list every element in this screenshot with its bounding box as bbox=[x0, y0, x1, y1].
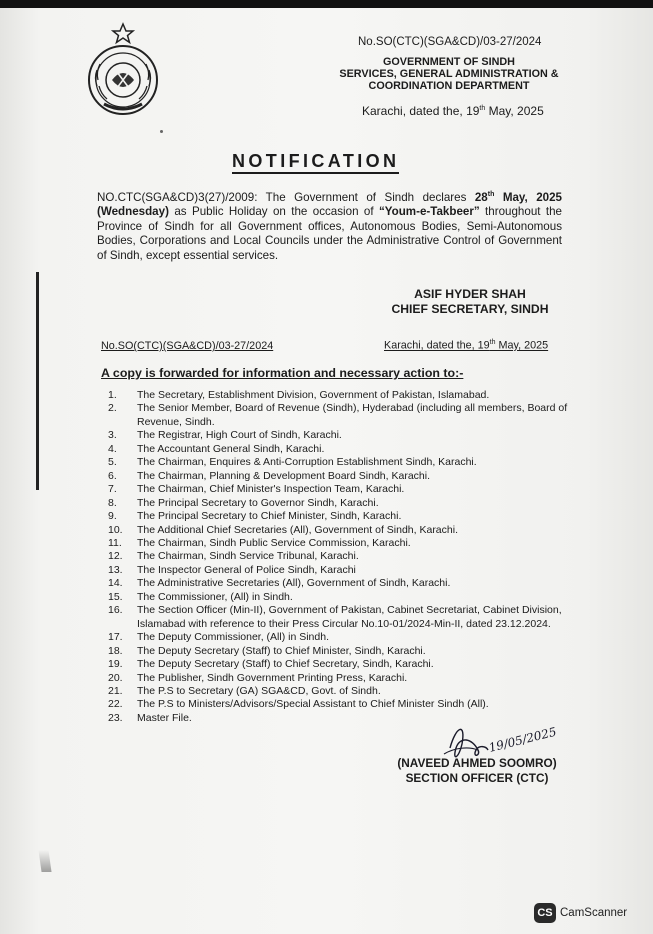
recipient-item bbox=[108, 497, 574, 510]
recipient-text: The P.S to Ministers/Advisors/Special Assistant to Chief Minister Sindh (All). bbox=[137, 698, 489, 711]
recipient-item bbox=[108, 550, 574, 563]
signatory-name: ASIF HYDER SHAH bbox=[414, 287, 526, 301]
recipient-text: The Publisher, Sindh Government Printing Press, Karachi. bbox=[137, 671, 408, 684]
recipient-item bbox=[108, 402, 574, 429]
recipient-text: The Registrar, High Court of Sindh, Karachi. bbox=[137, 429, 342, 442]
recipient-number: 19. bbox=[108, 658, 123, 671]
recipient-text: The Senior Member, Board of Revenue (Sindh), Hyderabad (including all members, Board of Revenue, Sindh. bbox=[137, 402, 568, 428]
recipient-item bbox=[108, 483, 574, 496]
recipient-item bbox=[108, 698, 574, 711]
recipient-item bbox=[108, 577, 574, 590]
forwarding-ref-number: No.SO(CTC)(SGA&CD)/03-27/2024 bbox=[101, 340, 274, 352]
recipient-text: The Accountant General Sindh, Karachi. bbox=[137, 442, 325, 455]
department-name-line2: COORDINATION DEPARTMENT bbox=[368, 80, 530, 92]
camscanner-label: CamScanner bbox=[560, 907, 628, 919]
body-text-1: NO.CTC(SGA&CD)3(27)/2009: The Government of Sindh declares bbox=[97, 190, 475, 204]
recipient-number: 12. bbox=[108, 550, 123, 563]
recipient-text: Master File. bbox=[137, 711, 192, 724]
recipient-number: 6. bbox=[108, 469, 117, 482]
government-name: GOVERNMENT OF SINDH bbox=[383, 56, 515, 68]
recipient-number: 11. bbox=[108, 536, 122, 549]
recipient-text: The Additional Chief Secretaries (All), Government of Sindh, Karachi. bbox=[137, 523, 458, 536]
recipient-number: 21. bbox=[108, 684, 123, 697]
recipient-item bbox=[108, 685, 574, 698]
header-date-suffix: May, 2025 bbox=[485, 104, 544, 118]
body-text-2: as Public Holiday on the occasion of bbox=[168, 205, 379, 219]
department-heading bbox=[334, 56, 564, 92]
signatory-title: CHIEF SECRETARY, SINDH bbox=[391, 302, 549, 316]
recipient-text: The Inspector General of Police Sindh, Karachi bbox=[137, 563, 356, 576]
header-ref-number: No.SO(CTC)(SGA&CD)/03-27/2024 bbox=[358, 36, 542, 48]
notification-body bbox=[97, 188, 562, 263]
recipient-item bbox=[108, 658, 574, 671]
recipient-item bbox=[108, 604, 574, 631]
recipient-item bbox=[108, 672, 574, 685]
recipient-text: The P.S to Secretary (GA) SGA&CD, Govt. of Sindh. bbox=[137, 684, 381, 697]
recipient-item bbox=[108, 591, 574, 604]
recipient-number: 18. bbox=[108, 644, 123, 657]
page-edge-mark bbox=[36, 272, 39, 490]
camscanner-watermark bbox=[534, 903, 627, 923]
fwd-date-sup: th bbox=[489, 339, 496, 346]
handwritten-date: 19/05/2025 bbox=[487, 724, 558, 755]
body-text-3: throughout the Province of Sindh for all Government offices, Autonomous Bodies, Semi-Autonomous Bodies, Corporations and Local Councils under the Administrative Control of Government of Sindh, except essential services. bbox=[97, 205, 562, 262]
recipient-number: 7. bbox=[108, 483, 117, 496]
recipient-text: The Chairman, Enquires & Anti-Corruption Establishment Sindh, Karachi. bbox=[137, 456, 477, 469]
occasion-name: “Youm-e-Takbeer” bbox=[378, 205, 480, 219]
forwarding-heading: A copy is forwarded for information and necessary action to:- bbox=[101, 366, 464, 380]
recipient-number: 20. bbox=[108, 671, 123, 684]
top-edge bbox=[0, 0, 653, 8]
recipient-text: The Commissioner, (All) in Sindh. bbox=[137, 590, 293, 603]
recipient-list bbox=[108, 389, 574, 725]
recipient-item bbox=[108, 443, 574, 456]
recipient-number: 9. bbox=[108, 510, 117, 523]
recipient-text: The Chairman, Planning & Development Board Sindh, Karachi. bbox=[137, 469, 430, 482]
holiday-date-sup: th bbox=[487, 191, 495, 198]
recipient-item bbox=[108, 537, 574, 550]
recipient-number: 16. bbox=[108, 604, 123, 617]
recipient-text: The Secretary, Establishment Division, Government of Pakistan, Islamabad. bbox=[137, 389, 490, 401]
recipient-item bbox=[108, 429, 574, 442]
fwd-date-prefix: Karachi, dated the, 19 bbox=[384, 339, 490, 352]
recipient-number: 14. bbox=[108, 577, 123, 590]
holiday-date-rest: May, 2025 (Wednesday) bbox=[97, 190, 562, 219]
recipient-text: The Administrative Secretaries (All), Government of Sindh, Karachi. bbox=[137, 577, 451, 590]
recipient-item bbox=[108, 564, 574, 577]
recipient-item bbox=[108, 524, 574, 537]
recipient-number: 1. bbox=[108, 389, 117, 401]
recipient-item bbox=[108, 510, 574, 523]
recipient-item bbox=[108, 645, 574, 658]
recipient-number: 22. bbox=[108, 698, 123, 711]
fwd-date-suffix: May, 2025 bbox=[495, 339, 549, 352]
officer-title: SECTION OFFICER (CTC) bbox=[405, 771, 549, 785]
chief-secretary-signature-block bbox=[384, 287, 556, 317]
recipient-number: 15. bbox=[108, 590, 123, 603]
recipient-number: 23. bbox=[108, 711, 123, 724]
recipient-text: The Deputy Secretary (Staff) to Chief Secretary, Sindh, Karachi. bbox=[137, 658, 434, 671]
section-officer-block bbox=[393, 756, 561, 786]
recipient-number: 3. bbox=[108, 429, 117, 442]
recipient-number: 2. bbox=[108, 402, 117, 415]
recipient-number: 5. bbox=[108, 456, 117, 469]
recipient-item bbox=[108, 470, 574, 483]
scan-speck bbox=[160, 130, 163, 133]
recipient-text: The Deputy Secretary (Staff) to Chief Minister, Sindh, Karachi. bbox=[137, 644, 426, 657]
recipient-item bbox=[108, 631, 574, 644]
recipient-text: The Section Officer (Min-II), Government of Pakistan, Cabinet Secretariat, Cabinet Division, Islamabad with reference to their Press Circular No.10-01/2024-Min-II, dated 23.12.2024. bbox=[137, 604, 562, 630]
recipient-item bbox=[108, 389, 574, 402]
header-place-date bbox=[362, 104, 544, 118]
recipient-number: 13. bbox=[108, 563, 123, 576]
header-date-prefix: Karachi, dated the, 19 bbox=[362, 104, 480, 118]
recipient-text: The Chairman, Chief Minister's Inspection Team, Karachi. bbox=[137, 483, 405, 496]
camscanner-logo-icon: CS bbox=[534, 903, 556, 923]
recipient-text: The Principal Secretary to Chief Minister, Sindh, Karachi. bbox=[137, 510, 402, 523]
recipient-number: 17. bbox=[108, 631, 123, 644]
recipient-number: 4. bbox=[108, 442, 117, 455]
notification-title: NOTIFICATION bbox=[232, 152, 399, 174]
recipient-text: The Chairman, Sindh Service Tribunal, Karachi. bbox=[137, 550, 359, 563]
recipient-item bbox=[108, 456, 574, 469]
holiday-date-day: 28 bbox=[474, 190, 488, 204]
government-seal-icon bbox=[86, 22, 160, 118]
recipient-number: 10. bbox=[108, 523, 123, 536]
recipient-text: The Chairman, Sindh Public Service Commission, Karachi. bbox=[137, 536, 411, 549]
recipient-number: 8. bbox=[108, 496, 117, 509]
officer-name: (NAVEED AHMED SOOMRO) bbox=[397, 756, 557, 770]
header-date-sup: th bbox=[479, 105, 486, 112]
forwarding-place-date bbox=[384, 339, 548, 352]
recipient-text: The Deputy Commissioner, (All) in Sindh. bbox=[137, 631, 329, 644]
department-name-line1: SERVICES, GENERAL ADMINISTRATION & bbox=[339, 68, 559, 80]
recipient-text: The Principal Secretary to Governor Sindh, Karachi. bbox=[137, 496, 379, 509]
